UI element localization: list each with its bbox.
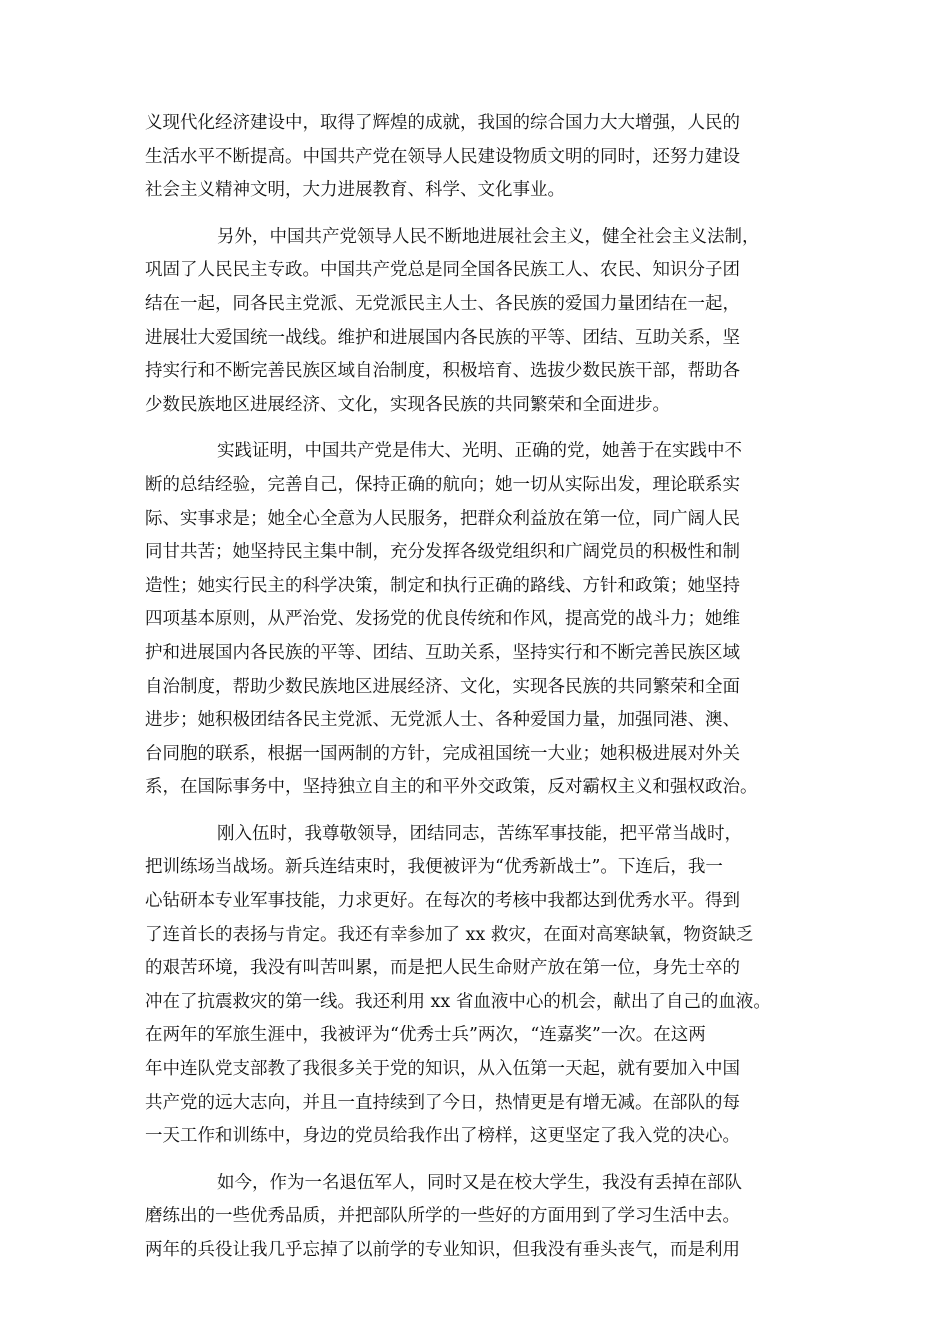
text-line: 生活水平不断提高。中国共产党在领导人民建设物质文明的同时，还努力建设: [145, 146, 740, 167]
text-line: 自治制度，帮助少数民族地区进展经济、文化，实现各民族的共同繁荣和全面: [145, 676, 740, 697]
paragraph: [145, 221, 825, 423]
text-line: 的艰苦环境，我没有叫苦叫累，而是把人民生命财产放在第一位，身先士卒的: [145, 958, 740, 979]
text-line: 少数民族地区进展经济、文化，实现各民族的共同繁荣和全面进步。: [145, 394, 670, 415]
text-line: 在两年的军旅生涯中，我被评为“优秀士兵”两次，“连嘉奖”一次。在这两: [145, 1025, 706, 1046]
text-line: 两年的兵役让我几乎忘掉了以前学的专业知识，但我没有垂头丧气，而是利用: [145, 1240, 740, 1260]
text-line: 磨练出的一些优秀品质，并把部队所学的一些好的方面用到了学习生活中去。: [145, 1206, 740, 1227]
text-line: 把训练场当战场。新兵连结束时，我便被评为“优秀新战士”。下连后，我一: [145, 857, 723, 878]
paragraph: [145, 818, 825, 1154]
text-line: 另外，中国共产党领导人民不断地进展社会主义，健全社会主义法制，: [217, 226, 760, 247]
text-line: 共产党的远大志向，并且一直持续到了今日，热情更是有增无减。在部队的每: [145, 1092, 740, 1113]
text-line: 社会主义精神文明，大力进展教育、科学、文化事业。: [145, 180, 565, 201]
text-line: 结在一起，同各民主党派、无党派民主人士、各民族的爱国力量团结在一起，: [145, 293, 740, 314]
text-line: 系，在国际事务中，坚持独立自主的和平外交政策，反对霸权主义和强权政治。: [145, 777, 758, 798]
text-line: 一天工作和训练中，身边的党员给我作出了榜样，这更坚定了我入党的决心。: [145, 1126, 740, 1147]
text-line: 同甘共苦；她坚持民主集中制，充分发挥各级党组织和广阔党员的积极性和制: [145, 542, 740, 563]
text-line: 断的总结经验，完善自己，保持正确的航向；她一切从实际出发，理论联系实: [145, 474, 740, 495]
text-line: 年中连队党支部教了我很多关于党的知识，从入伍第一天起，就有要加入中国: [145, 1059, 740, 1080]
document-body: [145, 107, 825, 1281]
text-line: 实践证明，中国共产党是伟大、光明、正确的党，她善于在实践中不: [217, 441, 742, 462]
text-line: 护和进展国内各民族的平等、团结、互助关系，坚持实行和不断完善民族区域: [145, 642, 740, 663]
paragraph: [145, 107, 825, 208]
text-line: 持实行和不断完善民族区域自治制度，积极培育、选拔少数民族干部，帮助各: [145, 361, 740, 382]
paragraph: [145, 1167, 825, 1268]
text-line: 了连首长的表扬与肯定。我还有幸参加了 xx 救灾，在面对高寒缺氧，物资缺乏: [145, 924, 754, 945]
text-line: 刚入伍时，我尊敬领导，团结同志，苦练军事技能，把平常当战时，: [217, 823, 742, 844]
text-line: 义现代化经济建设中，取得了辉煌的成就，我国的综合国力大大增强，人民的: [145, 113, 740, 133]
text-line: 四项基本原则，从严治党、发扬党的优良传统和作风，提高党的战斗力；她维: [145, 609, 740, 630]
text-line: 造性；她实行民主的科学决策，制定和执行正确的路线、方针和政策；她坚持: [145, 575, 740, 596]
text-line: 冲在了抗震救灾的第一线。我还利用 xx 省血液中心的机会，献出了自己的血液。: [145, 991, 771, 1012]
text-line: 进步；她积极团结各民主党派、无党派人士、各种爱国力量，加强同港、澳、: [145, 710, 740, 731]
paragraph: [145, 435, 825, 805]
text-line: 巩固了人民民主专政。中国共产党总是同全国各民族工人、农民、知识分子团: [145, 260, 740, 281]
text-line: 心钻研本专业军事技能，力求更好。在每次的考核中我都达到优秀水平。得到: [145, 891, 740, 912]
text-line: 如今，作为一名退伍军人，同时又是在校大学生，我没有丢掉在部队: [217, 1172, 742, 1193]
text-line: 进展壮大爱国统一战线。维护和进展国内各民族的平等、团结、互助关系，坚: [145, 327, 740, 348]
text-line: 际、实事求是；她全心全意为人民服务，把群众利益放在第一位，同广阔人民: [145, 508, 740, 529]
text-line: 台同胞的联系，根据一国两制的方针，完成祖国统一大业；她积极进展对外关: [145, 743, 740, 764]
